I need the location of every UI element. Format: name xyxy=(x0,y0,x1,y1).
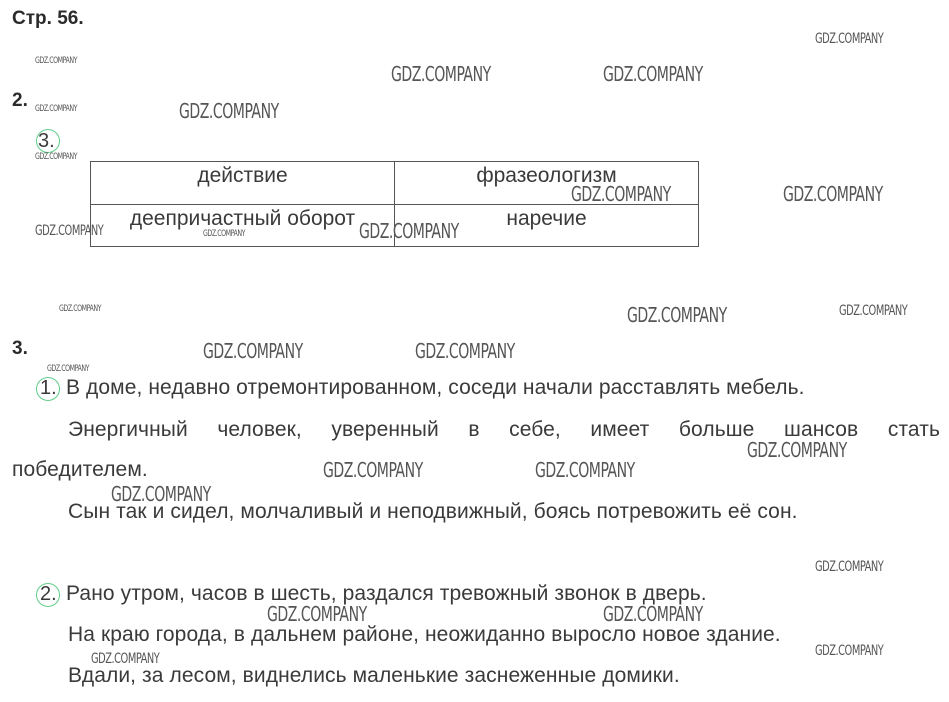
watermark: GDZ.COMPANY xyxy=(627,303,727,327)
watermark: GDZ.COMPANY xyxy=(603,602,703,626)
watermark: GDZ.COMPANY xyxy=(783,182,883,206)
watermark: GDZ.COMPANY xyxy=(35,223,104,239)
group-1-marker: 1. xyxy=(40,377,57,399)
watermark: GDZ.COMPANY xyxy=(815,31,884,47)
table-cell: наречие xyxy=(395,204,699,247)
watermark: GDZ.COMPANY xyxy=(35,104,78,114)
sentence-2-1: Рано утром, часов в шесть, раздался тревожный звонок в дверь. xyxy=(66,582,707,605)
watermark: GDZ.COMPANY xyxy=(35,56,78,66)
watermark: GDZ.COMPANY xyxy=(35,152,78,162)
table-cell: фразеологизм xyxy=(395,162,699,205)
watermark: GDZ.COMPANY xyxy=(391,62,491,86)
page-label: Стр. 56. xyxy=(12,8,84,29)
watermark: GDZ.COMPANY xyxy=(59,304,102,314)
task-2-number: 2. xyxy=(12,90,28,111)
watermark: GDZ.COMPANY xyxy=(359,219,459,243)
watermark: GDZ.COMPANY xyxy=(267,602,367,626)
sentence-1-3: Сын так и сидел, молчаливый и неподвижный, боясь потревожить её сон. xyxy=(68,500,798,523)
watermark: GDZ.COMPANY xyxy=(415,339,515,363)
sentence-1-2-continued: победителем. xyxy=(12,458,148,481)
watermark: GDZ.COMPANY xyxy=(179,99,279,123)
watermark: GDZ.COMPANY xyxy=(535,458,635,482)
watermark: GDZ.COMPANY xyxy=(839,303,908,319)
table-cell: действие xyxy=(91,162,395,205)
sentence-1-2: Энергичный человек, уверенный в себе, имеет больше шансов стать xyxy=(68,418,940,441)
group-2-marker: 2. xyxy=(40,583,57,605)
sentence-2-3: Вдали, за лесом, виднелись маленькие заснеженные домики. xyxy=(68,664,680,687)
watermark: GDZ.COMPANY xyxy=(91,651,160,667)
watermark: GDZ.COMPANY xyxy=(815,643,884,659)
task-3-number: 3. xyxy=(12,338,28,359)
watermark: GDZ.COMPANY xyxy=(571,182,671,206)
watermark: GDZ.COMPANY xyxy=(323,458,423,482)
watermark: GDZ.COMPANY xyxy=(815,559,884,575)
watermark: GDZ.COMPANY xyxy=(47,364,90,374)
watermark: GDZ.COMPANY xyxy=(747,438,847,462)
watermark: GDZ.COMPANY xyxy=(111,482,211,506)
task-2-item-number: 3. xyxy=(38,130,55,152)
sentence-1-1: В доме, недавно отремонтированном, соседи начали расставлять мебель. xyxy=(66,376,805,399)
sentence-2-2: На краю города, в дальнем районе, неожиданно выросло новое здание. xyxy=(68,623,781,646)
watermark: GDZ.COMPANY xyxy=(203,339,303,363)
table-cell: деепричастный оборот xyxy=(91,204,395,247)
watermark: GDZ.COMPANY xyxy=(203,229,246,239)
watermark: GDZ.COMPANY xyxy=(603,62,703,86)
